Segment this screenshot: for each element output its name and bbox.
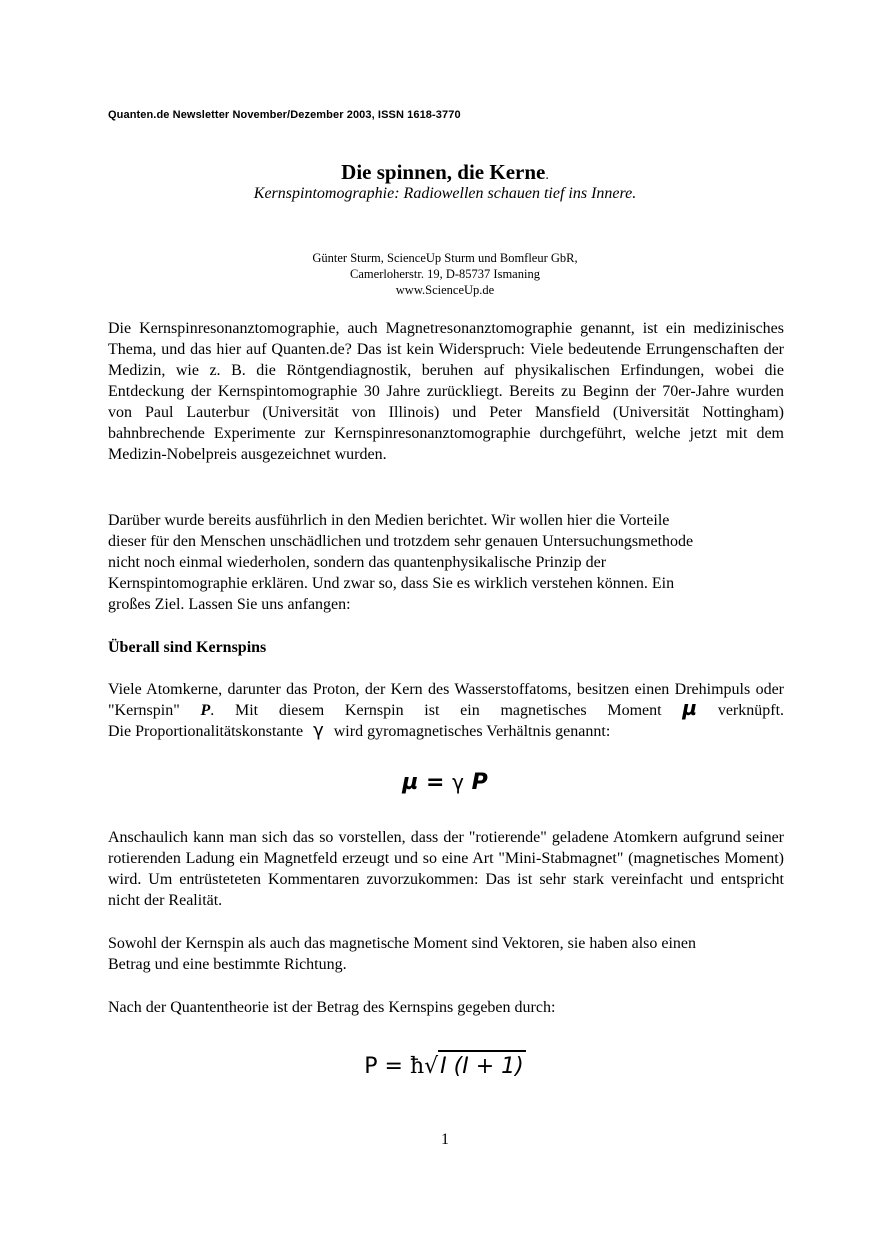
text-line: Kernspintomographie erklären. Und zwar so, dass Sie es wirklich verstehen können. Ein bbox=[108, 575, 675, 592]
paragraph-vectors bbox=[108, 933, 784, 975]
symbol-P: P bbox=[200, 702, 211, 719]
formula-equals: = bbox=[418, 770, 453, 795]
text-line: Betrag und eine bestimmte Richtung. bbox=[108, 956, 347, 973]
symbol-gamma: γ bbox=[313, 720, 324, 741]
symbol-mu: µ bbox=[682, 696, 698, 720]
formula-lhs: P = bbox=[364, 1054, 410, 1079]
sqrt-icon: √ bbox=[424, 1054, 439, 1079]
paragraph-media bbox=[108, 510, 784, 615]
text-line: nicht noch einmal wiederholen, sondern das quantenphysikalische Prinzip der bbox=[108, 554, 607, 571]
paragraph-kernspin bbox=[108, 679, 784, 742]
author-line: Günter Sturm, ScienceUp Sturm und Bomfleur GbR, bbox=[312, 251, 578, 265]
text-span: Viele Atomkerne, darunter das Proton, der Kern des Wasserstoffatoms, besitzen einen Drehimpuls oder "Kernspin" bbox=[108, 681, 784, 719]
formula-spin-magnitude bbox=[0, 1050, 890, 1079]
title-dot: . bbox=[545, 168, 549, 183]
newsletter-header: Quanten.de Newsletter November/Dezember 2003, ISSN 1618-3770 bbox=[108, 109, 461, 121]
text-span: wird gyromagnetisches Verhältnis genannt: bbox=[329, 723, 611, 740]
formula-P: P bbox=[464, 770, 488, 795]
address-line: Camerloherstr. 19, D-85737 Ismaning bbox=[350, 267, 540, 281]
website-line: www.ScienceUp.de bbox=[395, 283, 495, 297]
page-number: 1 bbox=[441, 1131, 449, 1148]
article-subtitle: Kernspintomographie: Radiowellen schauen tief ins Innere. bbox=[253, 185, 637, 202]
title-text: Die spinnen, die Kerne bbox=[341, 160, 546, 184]
text-span: . Mit diesem Kernspin ist ein magnetisches Moment bbox=[210, 702, 683, 719]
formula-mu: µ bbox=[402, 770, 419, 795]
text-line: dieser für den Menschen unschädlichen und trotzdem sehr genauen Untersuchungsmethode bbox=[108, 533, 694, 550]
author-block bbox=[0, 250, 890, 298]
text-line bbox=[108, 721, 784, 742]
text-span: verknüpft. bbox=[697, 702, 785, 719]
paragraph-analogy: Anschaulich kann man sich das so vorstellen, dass der "rotierende" geladene Atomkern aufgrund seiner rotierenden Ladung ein Magnetfeld erzeugt und so eine Art "Mini-Stabmagnet" (magnetisches Moment) wird. Um entrüsteteten Kommentaren zuvorzukommen: Das ist sehr stark vereinfacht und entspricht nicht der Realität. bbox=[108, 829, 784, 909]
formula-magnetic-moment bbox=[0, 770, 890, 795]
text-span: Die Proportionalitätskonstante bbox=[108, 723, 308, 740]
text-line: großes Ziel. Lassen Sie uns anfangen: bbox=[108, 596, 351, 613]
formula-hbar: ħ bbox=[409, 1054, 425, 1079]
text-line: Darüber wurde bereits ausführlich in den Medien berichtet. Wir wollen hier die Vorteile bbox=[108, 512, 670, 529]
section-heading: Überall sind Kernspins bbox=[108, 639, 267, 656]
formula-radicand: I (I + 1) bbox=[438, 1050, 526, 1079]
paragraph-quantum: Nach der Quantentheorie ist der Betrag des Kernspins gegeben durch: bbox=[108, 999, 556, 1016]
text-line: Sowohl der Kernspin als auch das magnetische Moment sind Vektoren, sie haben also einen bbox=[108, 935, 697, 952]
article-title bbox=[0, 160, 890, 185]
text-line bbox=[108, 679, 784, 721]
formula-gamma: γ bbox=[452, 770, 464, 794]
paragraph-intro: Die Kernspinresonanztomographie, auch Magnetresonanztomographie genannt, ist ein medizinisches Thema, und das hier auf Quanten.de? Das ist kein Widerspruch: Viele bedeutende Errungenschaften der Medizin, wie z. B. die Röntgendiagnostik, beruhen auf physikalischen Erfindungen, wobei die Entdeckung der Kernspintomographie 30 Jahre zurückliegt. Bereits zu Beginn der 70er-Jahre wurden von Paul Lauterbur (Universität von Illinois) und Peter Mansfield (Universität Nottingham) bahnbrechende Experimente zur Kernspinresonanztomographie durchgeführt, welche jetzt mit dem Medizin-Nobelpreis ausgezeichnet wurden. bbox=[108, 320, 784, 463]
